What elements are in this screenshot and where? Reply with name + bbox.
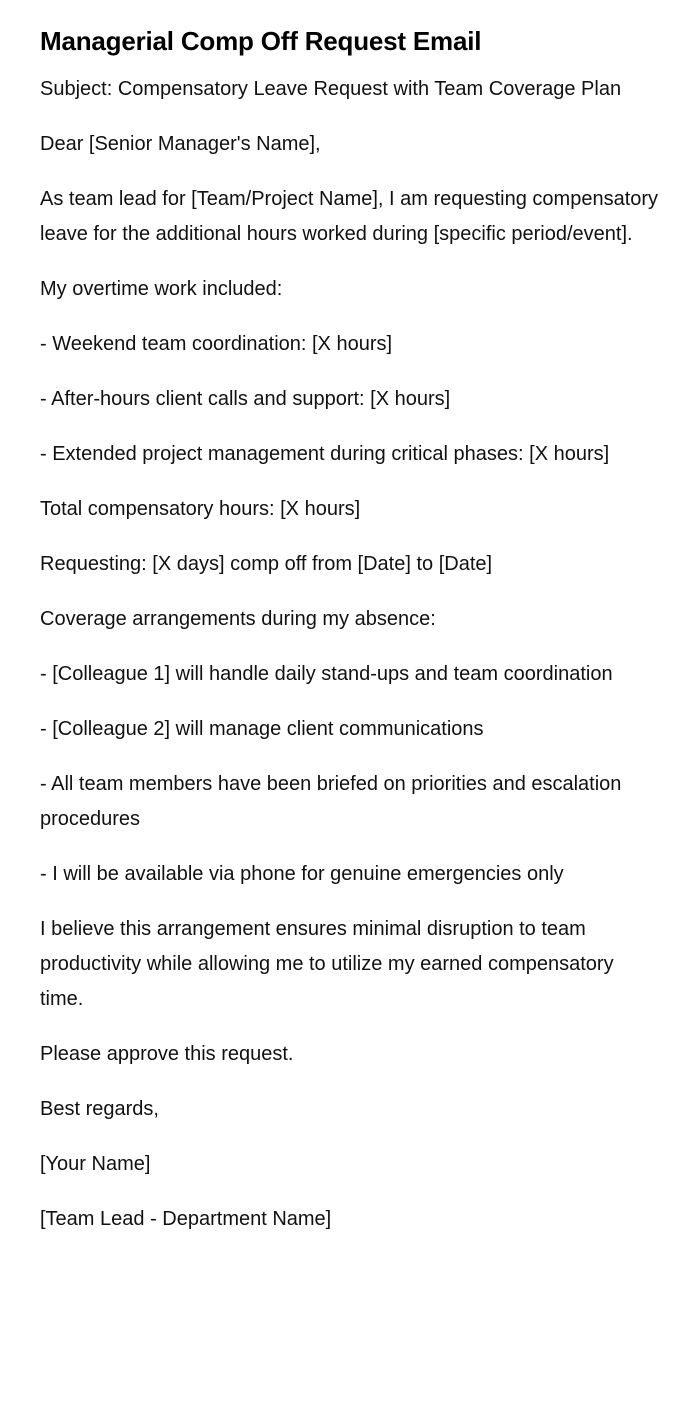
approval-request: Please approve this request. bbox=[40, 1043, 294, 1065]
request-dates: Requesting: [X days] comp off from [Date] to [Date] bbox=[40, 553, 493, 575]
email-salutation: Dear [Senior Manager's Name], bbox=[40, 133, 321, 155]
total-hours: Total compensatory hours: [X hours] bbox=[40, 498, 361, 520]
overtime-item: - Extended project management during critical phases: [X hours] bbox=[40, 443, 610, 465]
overtime-heading: My overtime work included: bbox=[40, 278, 283, 300]
coverage-item: - [Colleague 1] will handle daily stand-ups and team coordination bbox=[40, 663, 613, 685]
email-intro: As team lead for [Team/Project Name], I am requesting compensatory leave for the additional hours worked during [specific period/event]. bbox=[40, 188, 659, 245]
closing-statement: I believe this arrangement ensures minimal disruption to team productivity while allowing me to utilize my earned compensatory time. bbox=[40, 918, 614, 1010]
overtime-item: - After-hours client calls and support: [X hours] bbox=[40, 388, 451, 410]
coverage-item: - All team members have been briefed on priorities and escalation procedures bbox=[40, 773, 622, 830]
overtime-item: - Weekend team coordination: [X hours] bbox=[40, 333, 393, 355]
sender-name: [Your Name] bbox=[40, 1153, 151, 1175]
sender-title: [Team Lead - Department Name] bbox=[40, 1208, 332, 1230]
coverage-item: - [Colleague 2] will manage client communications bbox=[40, 718, 484, 740]
coverage-heading: Coverage arrangements during my absence: bbox=[40, 608, 436, 630]
coverage-item: - I will be available via phone for genuine emergencies only bbox=[40, 863, 564, 885]
email-subject: Subject: Compensatory Leave Request with Team Coverage Plan bbox=[40, 78, 622, 100]
document-title: Managerial Comp Off Request Email bbox=[40, 26, 482, 56]
sign-off: Best regards, bbox=[40, 1098, 159, 1120]
